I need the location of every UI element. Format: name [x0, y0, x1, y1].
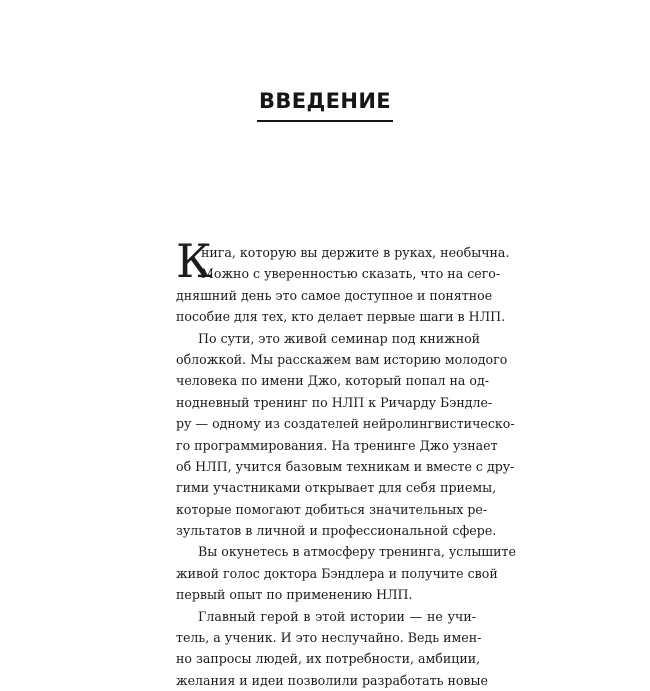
text-line: обложкой. Мы расскажем вам историю молодого	[176, 351, 508, 367]
chapter-heading	[0, 88, 650, 122]
text-line: дняшний день это самое доступное и понятное	[176, 287, 493, 303]
text-line: ру — одному из создателей нейролингвистическо-	[176, 416, 515, 432]
text-line: желания и идеи позволили разработать новые	[176, 672, 489, 688]
body-text	[176, 234, 516, 691]
text-line: об НЛП, учится базовым техникам и вместе с дру-	[176, 458, 515, 474]
text-line: Главный герой в этой истории — не учи-	[198, 608, 476, 624]
text-line: человека по имени Джо, который попал на од-	[176, 373, 489, 389]
text-line: первый опыт по применению НЛП.	[176, 587, 413, 603]
text-line: гими участниками открывает для себя приемы,	[176, 480, 497, 496]
text-line: По сути, это живой семинар под книжной	[198, 330, 481, 346]
chapter-title: ВВЕДЕНИЕ	[257, 88, 393, 122]
text-line: Вы окунетесь в атмосферу тренинга, услышите	[198, 544, 516, 560]
text-line: го программирования. На тренинге Джо узнает	[176, 437, 498, 453]
text-line: тель, а ученик. И это неслучайно. Ведь имен-	[176, 630, 482, 646]
text-line: которые помогают добиться значительных ре-	[176, 501, 488, 517]
text-line: пособие для тех, кто делает первые шаги в НЛП.	[176, 309, 506, 325]
text-line: Можно с уверенностью сказать, что на сего-	[201, 266, 501, 282]
text-line: нига, которую вы держите в руках, необычна.	[201, 245, 510, 260]
text-line: зультатов в личной и профессиональной сфере.	[176, 523, 497, 539]
text-line: нодневный тренинг по НЛП к Ричарду Бэндле-	[176, 394, 493, 410]
text-line: но запросы людей, их потребности, амбиции,	[176, 651, 481, 667]
drop-cap: К	[176, 234, 212, 288]
text-line: живой голос доктора Бэндлера и получите свой	[176, 565, 498, 581]
